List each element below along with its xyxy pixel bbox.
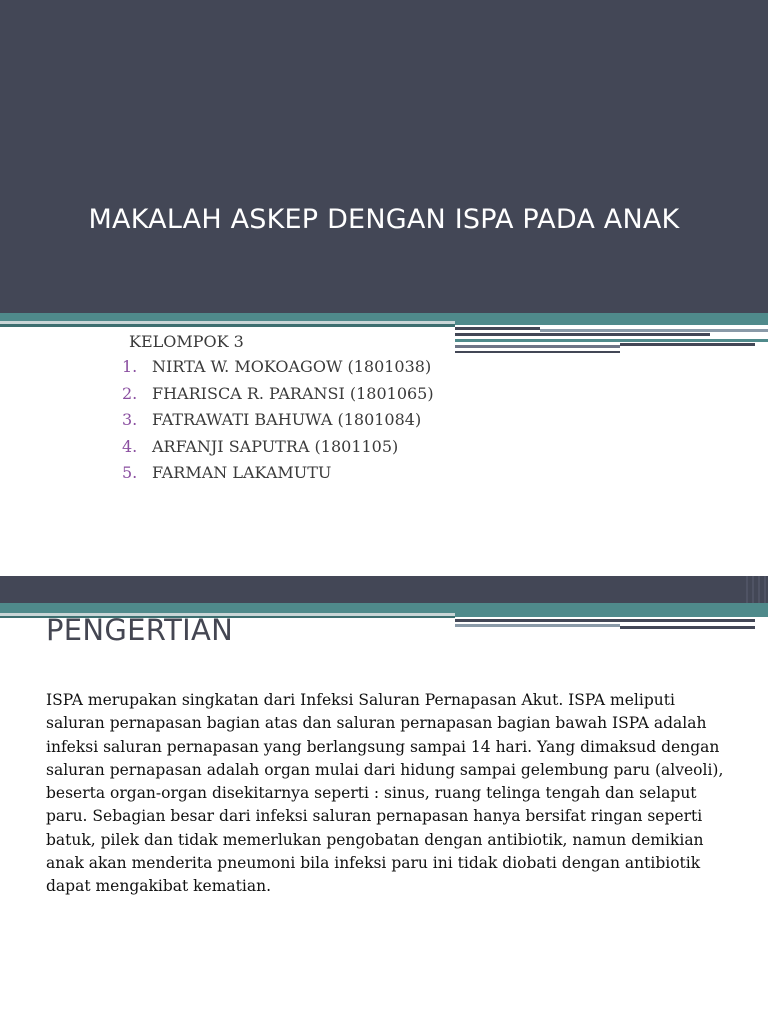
member-name: FARMAN LAKAMUTU <box>152 463 332 482</box>
deco-vline-2 <box>752 576 754 603</box>
deco-line-7 <box>620 343 755 346</box>
stripe-dark <box>0 324 455 327</box>
stripe-teal <box>0 603 768 613</box>
deco-line-8 <box>455 351 620 353</box>
slide-title: MAKALAH ASKEP DENGAN ISPA PADA ANAK <box>88 204 680 235</box>
member-name: FHARISCA R. PARANSI (1801065) <box>152 383 434 403</box>
group-label: KELOMPOK 3 <box>129 332 244 351</box>
member-name: NIRTA W. MOKOAGOW (1801038) <box>152 357 432 376</box>
list-number: 1. <box>122 357 138 376</box>
deco-line-4 <box>455 333 710 336</box>
member-name: ARFANJI SAPUTRA (1801105) <box>152 436 399 456</box>
list-number: 4. <box>122 436 138 456</box>
deco-line-5 <box>455 339 768 342</box>
deco-line-1 <box>455 321 768 325</box>
body-paragraph: ISPA merupakan singkatan dari Infeksi Saluran Pernapasan Akut. ISPA meliputi saluran pernapasan bagian atas dan saluran pernapasan bagian bawah ISPA adalah infeksi saluran pernapasan yang berlangsung sampai 14 hari. Yang dimaksud dengan saluran pernapasan adalah organ mulai dari hidung sampai gelembung paru (alveoli), beserta organ-organ disekitarnya seperti : sinus, ruang telinga tengah dan selaput paru. Sebagian besar dari infeksi saluran pernapasan hanya bersifat ringan seperti batuk, pilek dan tidak memerlukan pengobatan dengan antibiotik, namun demikian anak akan menderita pneumoni bila infeksi paru ini tidak diobati dengan antibiotik dapat mengakibat kematian. <box>46 691 724 896</box>
deco-line-6 <box>455 345 620 348</box>
list-number: 5. <box>122 463 138 482</box>
content-slide <box>0 576 768 1024</box>
stripe-teal <box>0 313 768 321</box>
deco-line-4 <box>620 626 755 629</box>
section-heading: PENGERTIAN <box>46 613 234 647</box>
header-band <box>0 576 768 603</box>
list-number: 2. <box>122 383 138 403</box>
deco-line-1 <box>455 613 768 617</box>
member-name: FATRAWATI BAHUWA (1801084) <box>152 410 422 429</box>
deco-line-3 <box>540 329 768 332</box>
deco-line-2 <box>455 327 540 330</box>
deco-vline-3 <box>758 576 760 603</box>
list-number: 3. <box>122 410 138 429</box>
deco-vline-4 <box>764 576 766 603</box>
title-band <box>0 0 768 313</box>
deco-line-3 <box>455 624 620 627</box>
deco-vline-1 <box>746 576 748 603</box>
deco-line-2 <box>455 619 755 622</box>
